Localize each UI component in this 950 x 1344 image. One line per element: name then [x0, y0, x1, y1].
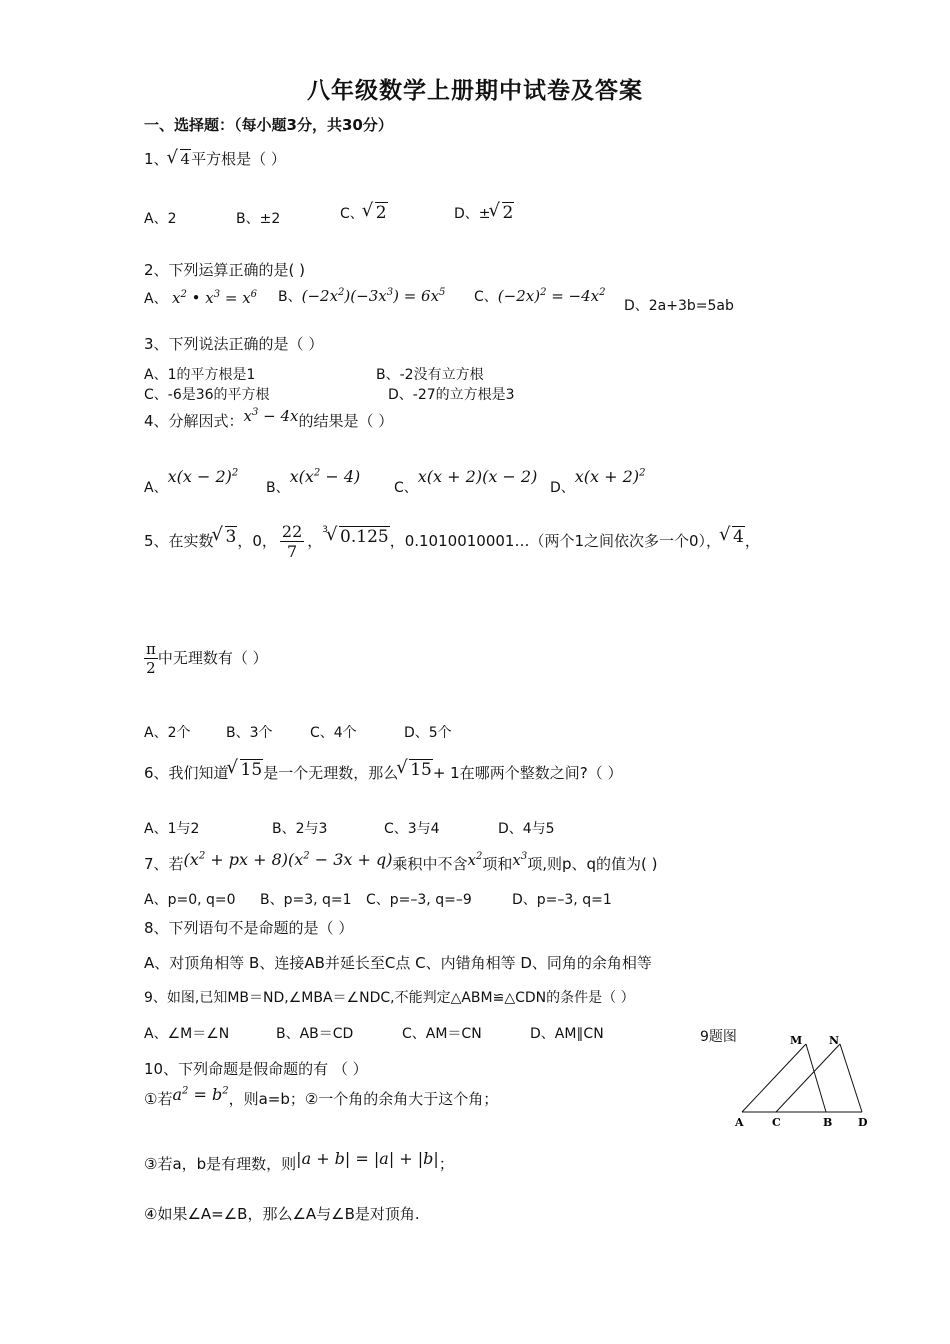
- q3-option-c: C、-6是36的平方根: [144, 387, 270, 403]
- label-a: A: [735, 1116, 744, 1129]
- q2-option-b: B、$(-2x^2)(-3x^3) = 6x^5$: [278, 287, 446, 305]
- q10-statement-1-2: ①若$a^2 = b^2$，则a=b；②一个角的余角大于这个角；: [144, 1085, 499, 1108]
- q2-option-a: A、 $x^2$ • $x^3 = x^6$: [144, 289, 258, 307]
- segment-nd: [840, 1044, 862, 1112]
- q3-option-a: A、1的平方根是1: [144, 367, 256, 383]
- q6-option-c: C、3与4: [384, 821, 440, 837]
- segment-am: [742, 1044, 806, 1112]
- page-title: 八年级数学上册期中试卷及答案: [307, 78, 643, 104]
- sqrt-expression: √ 4: [169, 150, 192, 168]
- label-d: D: [858, 1116, 868, 1129]
- q6-option-b: B、2与3: [272, 821, 328, 837]
- q3-option-d: D、-27的立方根是3: [388, 387, 515, 403]
- section-heading: 一、选择题：（每小题3分，共30分）: [144, 116, 393, 134]
- question-10: 10、下列命题是假命题的有 （ ）: [144, 1060, 368, 1078]
- q7-option-a: A、p=0, q=0: [144, 892, 236, 908]
- label-m: M: [790, 1034, 803, 1047]
- q10-statement-4: ④如果∠A=∠B，那么∠A与∠B是对顶角.: [144, 1205, 420, 1223]
- question-5-cont: $\frac{\pi}{2}$ 中无理数有（ ）: [146, 640, 268, 677]
- q6-option-d: D、4与5: [498, 821, 555, 837]
- figure-caption: 9题图: [700, 1029, 737, 1045]
- question-8: 8、下列语句不是命题的是（ ）: [144, 919, 354, 937]
- q5-option-d: D、5个: [404, 725, 452, 741]
- question-9: 9、如图,已知MB＝ND,∠MBA＝∠NDC,不能判定△ABM≌△CDN的条件是（ ）: [144, 990, 635, 1006]
- q5-option-b: B、3个: [226, 725, 273, 741]
- label-b: B: [823, 1116, 833, 1129]
- q7-option-b: B、p=3, q=1: [260, 892, 352, 908]
- triangle-figure: [730, 1032, 875, 1132]
- q4-option-b: B、$x(x^2 - 4)$: [266, 467, 361, 496]
- label-n: N: [829, 1034, 840, 1047]
- q5-option-c: C、4个: [310, 725, 357, 741]
- q1-option-b: B、±2: [236, 211, 281, 227]
- label-c: C: [772, 1116, 781, 1129]
- question-3: 3、下列说法正确的是（ ）: [144, 335, 324, 353]
- q1-option-a: A、2: [144, 211, 177, 227]
- q2-option-d: D、2a+3b=5ab: [624, 298, 734, 314]
- question-7: 7、若($x^2$ + px + $8)(x^2 - 3x + q)$乘积中不含$x^2$项和$x^3$项,则p、q的值为( ): [144, 850, 658, 873]
- q10-statement-3: ③若a，b是有理数，则|a + b| = |a| + |b|；: [144, 1149, 454, 1173]
- q4-option-d: D、$x(x + 2)^2$: [550, 467, 646, 496]
- q7-option-d: D、p=–3, q=1: [512, 892, 612, 908]
- segment-mb: [806, 1044, 826, 1112]
- q1-option-c: C、√ 2: [340, 203, 388, 223]
- q9-option-b: B、AB＝CD: [276, 1026, 354, 1042]
- segment-cn: [776, 1044, 840, 1112]
- question-4: 4、分解因式：$x^3 - 4x$的结果是（ ）: [144, 407, 394, 430]
- q3-option-b: B、-2没有立方根: [376, 367, 484, 383]
- q7-option-c: C、p=–3, q=–9: [366, 892, 472, 908]
- q1-option-d: D、±√ 2: [454, 203, 514, 223]
- q9-option-a: A、∠M＝∠N: [144, 1026, 230, 1042]
- q6-option-a: A、1与2: [144, 821, 200, 837]
- question-5: 5、在实数√ 3，0， $\frac{22}{7}$ ，$^3$√ 0.125，0.1010010001…（两个1之间依次多一个0），√ 4，: [144, 522, 760, 561]
- q8-options: A、对顶角相等 B、连接AB并延长至C点 C、内错角相等 D、同角的余角相等: [144, 954, 652, 972]
- q4-option-c: C、x(x + 2)(x − 2): [394, 467, 538, 496]
- q9-option-d: D、AM∥CN: [530, 1026, 604, 1042]
- question-2: 2、下列运算正确的是( ): [144, 261, 306, 279]
- question-1: 1、√ 4平方根是（ ）: [144, 148, 286, 169]
- q9-option-c: C、AM＝CN: [402, 1026, 482, 1042]
- q2-option-c: C、$(-2x)^2 = -4x^2$: [474, 287, 606, 305]
- question-6: 6、我们知道√ 15是一个无理数，那么√ 15+ 1在哪两个整数之间?（ ）: [144, 762, 622, 783]
- q5-option-a: A、2个: [144, 725, 191, 741]
- q4-option-a: A、$x(x - 2)^2$: [144, 467, 239, 496]
